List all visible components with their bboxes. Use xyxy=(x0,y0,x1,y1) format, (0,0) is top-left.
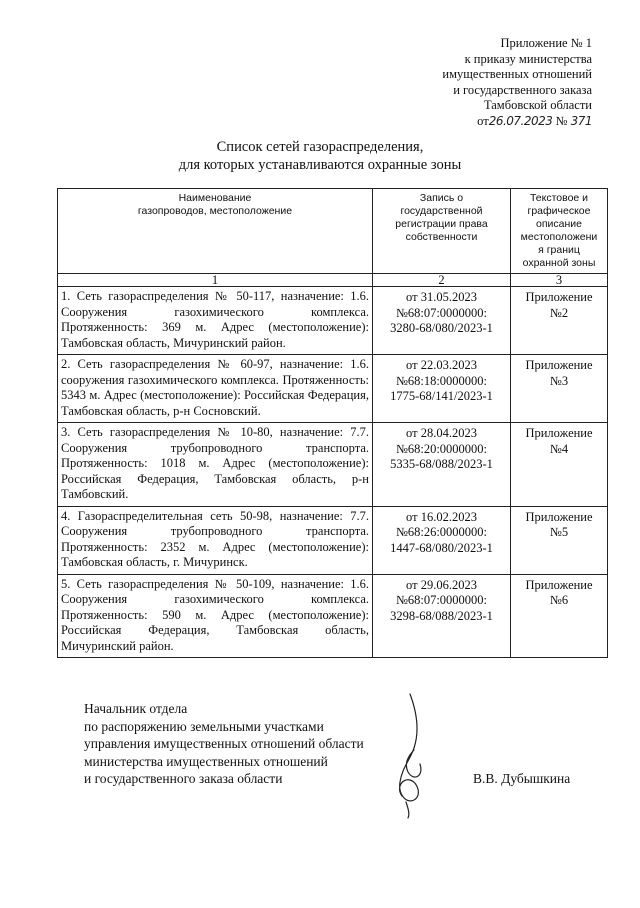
position-line-1: Начальник отдела xyxy=(84,701,188,716)
registration-number-part-2: 1447-68/080/2023-1 xyxy=(390,540,493,555)
handwritten-date: 26.07.2023 xyxy=(488,113,553,128)
registration-record xyxy=(373,423,511,507)
network-description: 3. Сеть газораспределения № 10-80, назначение: 7.7. Сооружения трубопроводного транспорта. Протяженность: 1018 м. Адрес (местоположение): Российская Федерация, Тамбовская область, р-н Тамбовский. xyxy=(58,423,373,507)
registration-record xyxy=(373,574,511,658)
attachment-label: Приложение xyxy=(525,426,593,440)
table-header-row xyxy=(58,189,608,274)
header-registration-line-4: собственности xyxy=(405,231,478,243)
table-row xyxy=(58,423,608,507)
table-row xyxy=(58,574,608,658)
attachment-reference xyxy=(511,423,608,507)
registration-record xyxy=(373,506,511,574)
column-numbers-row xyxy=(58,274,608,287)
attachment-number: №6 xyxy=(549,593,569,607)
column-number-3: 3 xyxy=(511,274,608,287)
header-name xyxy=(58,189,373,274)
registration-number-part-1: №68:20:0000000: xyxy=(395,441,488,456)
attachment-reference xyxy=(511,506,608,574)
appendix-line-1: Приложение № 1 xyxy=(500,36,592,50)
network-description: 4. Газораспределительная сеть 50-98, назначение: 7.7. Сооружения трубопроводного транспорта. Протяженность: 2352 м. Адрес (местоположение): Тамбовская область, г. Мичуринск. xyxy=(58,506,373,574)
header-description xyxy=(511,189,608,274)
registration-number-part-1: №68:18:0000000: xyxy=(395,373,488,388)
attachment-reference xyxy=(511,574,608,658)
order-date-line xyxy=(442,114,592,132)
registration-number-part-2: 1775-68/141/2023-1 xyxy=(390,389,493,403)
registration-date: от 29.06.2023 xyxy=(406,577,477,592)
header-registration xyxy=(373,189,511,274)
registration-record xyxy=(373,287,511,355)
header-description-line-1: Текстовое и xyxy=(529,192,589,204)
attachment-label: Приложение xyxy=(525,358,593,372)
network-description: 5. Сеть газораспределения № 50-109, назначение: 1.6. Сооружения газохимического комплекса. Протяженность: 590 м. Адрес (местоположение): Российская Федерация, Тамбовская область, Мичуринский район. xyxy=(58,574,373,658)
registration-record xyxy=(373,355,511,423)
network-description: 2. Сеть газораспределения № 60-97, назначение: 1.6. сооружения газохимического комплекса. Протяженность: 5343 м. Адрес (местоположение): Российская Федерация, Тамбовская область, р-н Сосновский. xyxy=(58,355,373,423)
number-prefix: № xyxy=(555,113,568,128)
date-prefix: от xyxy=(477,113,489,128)
position-line-5: и государственного заказа области xyxy=(84,771,283,786)
column-number-2: 2 xyxy=(373,274,511,287)
attachment-number: №3 xyxy=(549,373,569,388)
registration-number-part-1: №68:26:0000000: xyxy=(395,525,488,539)
attachment-reference xyxy=(511,355,608,423)
column-number-1: 1 xyxy=(58,274,373,287)
header-description-line-5: я границ xyxy=(538,244,580,256)
attachment-number: №2 xyxy=(549,305,569,320)
appendix-line-4: и государственного заказа xyxy=(453,82,592,97)
header-description-line-3: описание xyxy=(536,218,582,230)
header-name-line-2: газопроводов, местоположение xyxy=(137,205,293,217)
signer-name: В.В. Дубышкина xyxy=(473,771,571,786)
registration-date: от 16.02.2023 xyxy=(406,509,477,524)
attachment-number: №5 xyxy=(549,525,569,539)
registration-number-part-2: 3298-68/088/2023-1 xyxy=(390,608,493,623)
handwritten-number: 371 xyxy=(570,113,592,128)
registration-date: от 28.04.2023 xyxy=(406,426,477,440)
appendix-line-3: имущественных отношений xyxy=(442,67,592,81)
position-line-2: по распоряжению земельными участками xyxy=(84,718,324,734)
signature-position-block xyxy=(84,700,364,788)
header-description-line-4: местоположени xyxy=(520,231,598,243)
header-registration-line-1: Запись о xyxy=(419,192,464,204)
gas-networks-table xyxy=(57,188,608,658)
registration-date: от 31.05.2023 xyxy=(406,290,477,304)
registration-number-part-2: 5335-68/088/2023-1 xyxy=(390,457,493,471)
title-line-1: Список сетей газораспределения, xyxy=(216,139,424,155)
header-registration-line-2: государственной xyxy=(400,205,483,217)
attachment-label: Приложение xyxy=(525,509,593,524)
appendix-block xyxy=(442,36,592,132)
appendix-line-2: к приказу министерства xyxy=(464,51,592,66)
registration-number-part-2: 3280-68/080/2023-1 xyxy=(390,321,493,335)
header-registration-line-3: регистрации права xyxy=(395,218,488,230)
header-description-line-6: охранной зоны xyxy=(522,257,596,269)
table-row xyxy=(58,506,608,574)
appendix-line-5: Тамбовской области xyxy=(483,98,592,112)
position-line-4: министерства имущественных отношений xyxy=(84,753,328,769)
registration-number-part-1: №68:07:0000000: xyxy=(395,305,488,320)
attachment-number: №4 xyxy=(549,441,569,456)
network-description: 1. Сеть газораспределения № 50-117, назначение: 1.6. Сооружения газохимического комплекса. Протяженность: 369 м. Адрес (местоположение): Тамбовская область, Мичуринский район. xyxy=(58,287,373,355)
header-name-line-1: Наименование xyxy=(178,192,252,204)
attachment-label: Приложение xyxy=(525,290,593,304)
attachment-reference xyxy=(511,287,608,355)
attachment-label: Приложение xyxy=(525,577,593,592)
position-line-3: управления имущественных отношений области xyxy=(84,736,364,751)
title-line-2: для которых устанавливаются охранные зоны xyxy=(178,157,462,173)
handwritten-signature xyxy=(380,690,440,820)
registration-number-part-1: №68:07:0000000: xyxy=(395,593,488,607)
table-row xyxy=(58,287,608,355)
header-description-line-2: графическое xyxy=(527,205,591,217)
table-row xyxy=(58,355,608,423)
registration-date: от 22.03.2023 xyxy=(406,358,477,372)
document-title xyxy=(0,138,640,174)
